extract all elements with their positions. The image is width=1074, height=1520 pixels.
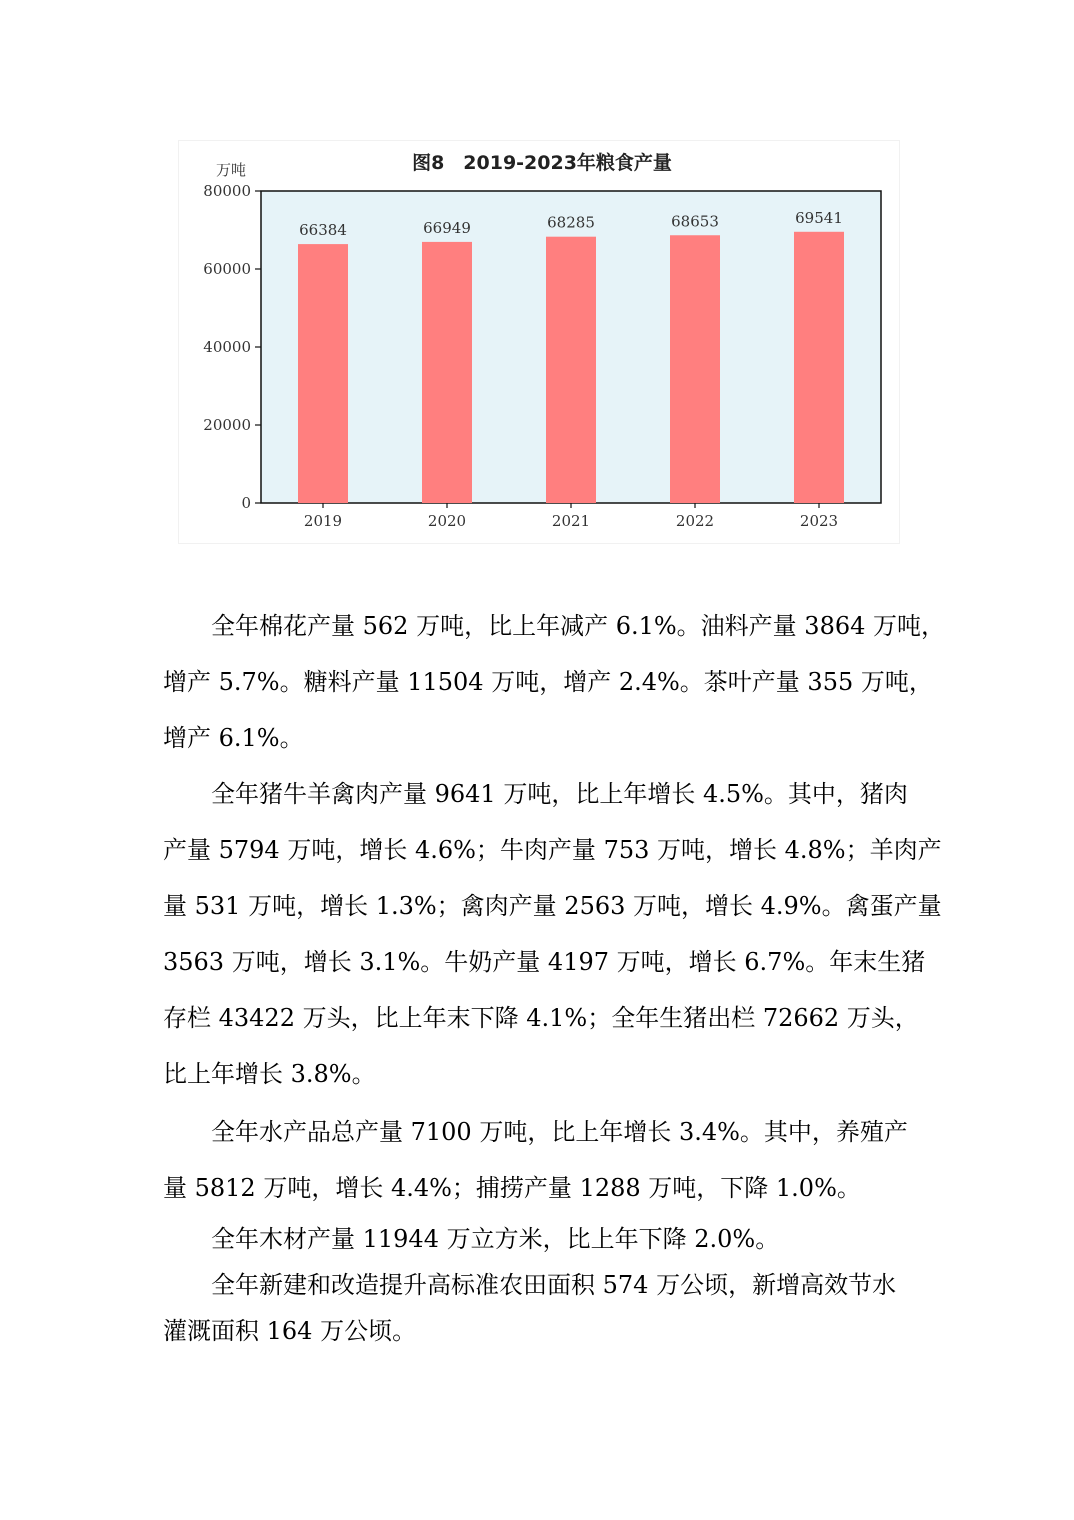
body-paragraph	[163, 1104, 923, 1216]
paragraph-line: 量 531 万吨，增长 1.3%；禽肉产量 2563 万吨，增长 4.9%。禽蛋产量	[163, 892, 942, 920]
paragraph-line: 量 5812 万吨，增长 4.4%；捕捞产量 1288 万吨，下降 1.0%。	[163, 1174, 861, 1202]
y-tick-label: 40000	[203, 338, 251, 356]
bar-chart-svg	[179, 141, 899, 543]
paragraph-line: 灌溉面积 164 万公顷。	[163, 1317, 417, 1345]
body-paragraph	[163, 1216, 923, 1262]
data-label-2023: 69541	[795, 208, 843, 227]
paragraph-line: 全年猪牛羊禽肉产量 9641 万吨，比上年增长 4.5%。其中，猪肉	[163, 780, 908, 808]
chart-title: 图8 2019-2023年粮食产量	[412, 152, 672, 174]
paragraph-line: 3563 万吨，增长 3.1%。牛奶产量 4197 万吨，增长 6.7%。年末生猪	[163, 948, 926, 976]
y-tick-label: 80000	[203, 182, 251, 200]
y-axis-unit-label: 万吨	[215, 161, 247, 179]
x-tick-label-2023: 2023	[799, 512, 839, 530]
body-paragraph	[163, 766, 942, 1102]
paragraph-line: 比上年增长 3.8%。	[163, 1060, 376, 1088]
paragraph-line: 增产 5.7%。糖料产量 11504 万吨，增产 2.4%。茶叶产量 355 万吨，	[163, 668, 933, 696]
y-tick-label: 0	[241, 494, 251, 512]
grain-output-chart	[178, 140, 900, 544]
data-label-2021: 68285	[547, 213, 595, 232]
paragraph-line: 全年棉花产量 562 万吨，比上年减产 6.1%。油料产量 3864 万吨，	[163, 612, 946, 640]
paragraph-line: 增产 6.1%。	[163, 724, 304, 752]
bar-2021	[546, 237, 596, 503]
bar-2022	[670, 235, 720, 503]
x-tick-label-2022: 2022	[675, 512, 715, 530]
data-label-2020: 66949	[423, 218, 471, 237]
bar-2023	[794, 232, 844, 503]
x-tick-label-2019: 2019	[303, 512, 343, 530]
body-paragraph	[163, 598, 946, 766]
y-tick-label: 20000	[203, 416, 251, 434]
bar-2019	[298, 244, 348, 503]
paragraph-line: 存栏 43422 万头，比上年末下降 4.1%；全年生猪出栏 72662 万头，	[163, 1004, 919, 1032]
x-tick-label-2020: 2020	[427, 512, 467, 530]
data-label-2019: 66384	[299, 221, 347, 240]
paragraph-line: 全年木材产量 11944 万立方米，比上年下降 2.0%。	[163, 1225, 780, 1253]
paragraph-line: 全年新建和改造提升高标准农田面积 574 万公顷，新增高效节水	[163, 1271, 897, 1299]
paragraph-line: 产量 5794 万吨，增长 4.6%；牛肉产量 753 万吨，增长 4.8%；羊肉产	[163, 836, 942, 864]
x-tick-label-2021: 2021	[551, 512, 591, 530]
bar-2020	[422, 242, 472, 503]
y-tick-label: 60000	[203, 260, 251, 278]
paragraph-line: 全年水产品总产量 7100 万吨，比上年增长 3.4%。其中，养殖产	[163, 1118, 908, 1146]
data-label-2022: 68653	[671, 212, 719, 231]
body-paragraph	[163, 1262, 923, 1354]
